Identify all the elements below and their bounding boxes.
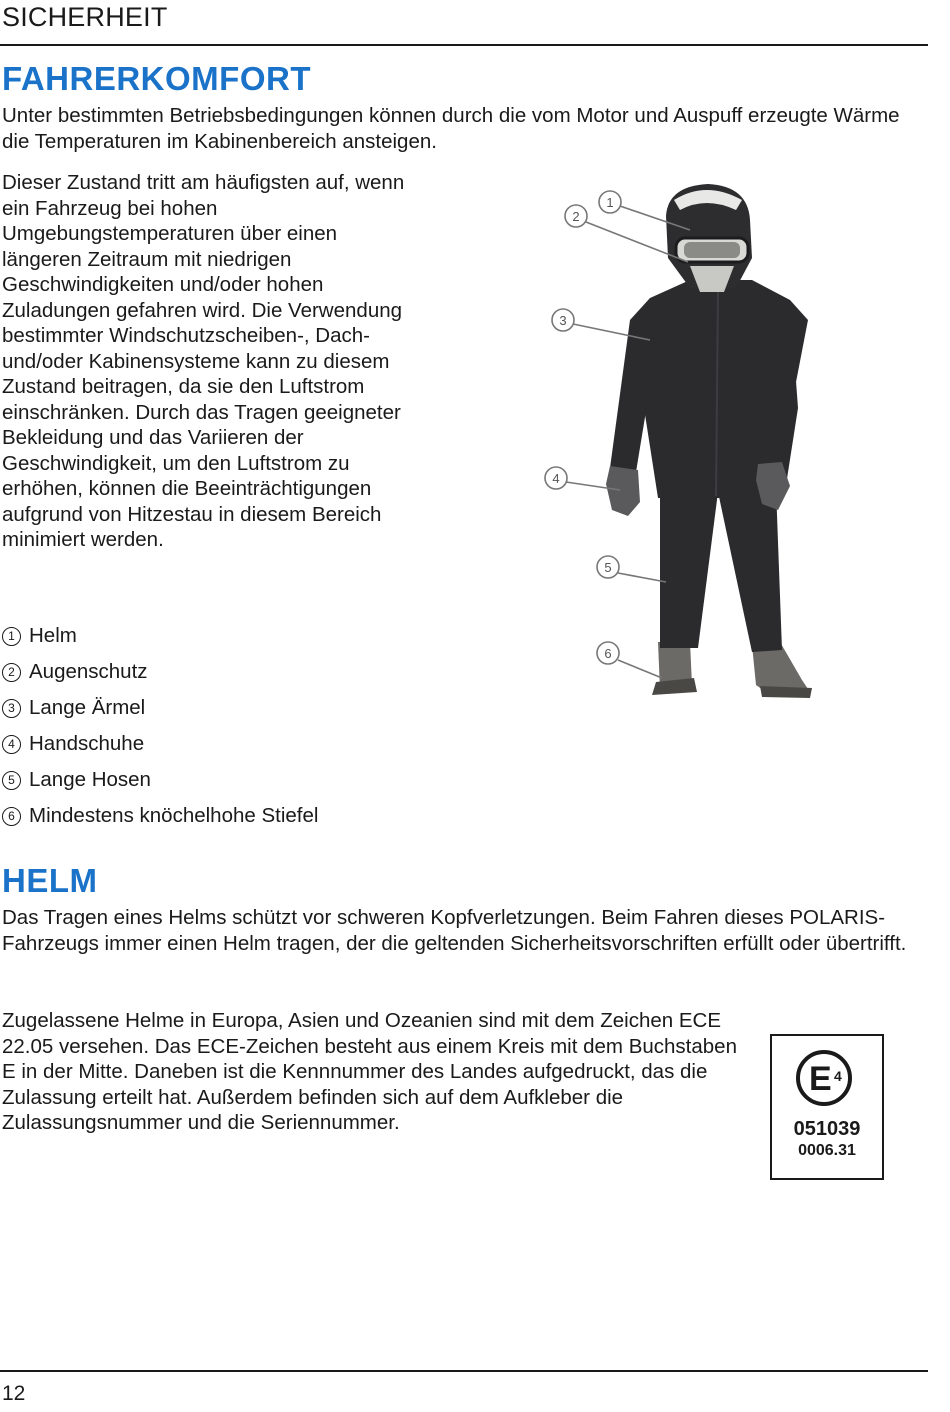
legend-item <box>2 762 318 798</box>
legend-item <box>2 798 318 834</box>
ece-approval-label <box>770 1034 884 1180</box>
section-header: SICHERHEIT <box>2 2 168 32</box>
legend-label: Handschuhe <box>29 732 145 755</box>
gear-legend-list <box>2 618 318 834</box>
comfort-intro-paragraph: Unter bestimmten Betriebsbedingungen können durch die vom Motor und Auspuff erzeugte Wärme die Temperaturen im Kabinenbereich ansteigen. <box>2 104 900 153</box>
callout-3-label: 3 <box>559 313 567 328</box>
legend-item <box>2 654 318 690</box>
callout-5-label: 5 <box>604 560 612 575</box>
header-rule <box>0 44 928 46</box>
rider-gear-illustration <box>540 180 840 720</box>
legend-label: Lange Hosen <box>29 768 151 791</box>
callout-number-icon: 3 <box>2 699 21 718</box>
callout-1-label: 1 <box>606 195 614 210</box>
callout-labels <box>552 195 613 661</box>
callout-6-label: 6 <box>604 646 612 661</box>
ece-circle-icon <box>796 1050 852 1106</box>
legend-label: Augenschutz <box>29 660 148 683</box>
legend-label: Mindestens knöchelhohe Stiefel <box>29 804 319 827</box>
comfort-body-paragraph: Dieser Zustand tritt am häufigsten auf, wenn ein Fahrzeug bei hohen Umgebungstemperaturen über einen längeren Zeitraum mit niedrigen Geschwindigkeiten und/oder hohen Zuladungen gefahren wird. Die Verwendung bestimmter Windschutzscheiben-, Dach- und/oder Kabinensysteme kann zu diesem Zustand beitragen, da sie den Luftstrom einschränken. Durch das Tragen geeigneter Bekleidung und das Variieren der Geschwindigkeit, um den Luftstrom zu erhöhen, können die Beeinträchtigungen aufgrund von Hitzestau in diesem Bereich minimiert werden. <box>2 171 405 551</box>
callout-4-label: 4 <box>552 471 560 486</box>
callout-number-icon: 4 <box>2 735 21 754</box>
footer-rule <box>0 1370 928 1372</box>
comfort-heading: FAHRERKOMFORT <box>2 60 311 97</box>
helmet-heading: HELM <box>2 862 98 899</box>
legend-item <box>2 618 318 654</box>
callout-number-icon: 2 <box>2 663 21 682</box>
helmet-paragraph-1: Das Tragen eines Helms schützt vor schweren Kopfverletzungen. Beim Fahren dieses POLARIS-Fahrzeugs immer einen Helm tragen, der die geltenden Sicherheitsvorschriften erfüllt oder übertrifft. <box>2 906 907 955</box>
callout-number-icon: 6 <box>2 807 21 826</box>
callout-number-icon: 5 <box>2 771 21 790</box>
ece-approval-number: 051039 <box>793 1118 861 1140</box>
legend-item <box>2 726 318 762</box>
legend-label: Helm <box>29 624 77 647</box>
rider-figure <box>606 184 812 698</box>
callout-2-label: 2 <box>572 209 580 224</box>
legend-item <box>2 690 318 726</box>
ece-serial-number: 0006.31 <box>798 1142 856 1159</box>
ece-letter: E <box>809 1060 832 1098</box>
ece-country-code: 4 <box>834 1068 842 1084</box>
callout-number-icon: 1 <box>2 627 21 646</box>
page-number: 12 <box>2 1382 26 1405</box>
legend-label: Lange Ärmel <box>29 696 146 719</box>
helmet-paragraph-2: Zugelassene Helme in Europa, Asien und Ozeanien sind mit dem Zeichen ECE 22.05 versehen. Das ECE-Zeichen besteht aus einem Kreis mit dem Buchstaben E in der Mitte. Daneben ist die Kennnummer des Landes aufgedruckt, das die Zulassung erteilt hat. Außerdem befinden sich auf dem Aufkleber die Zulassungsnummer und die Seriennummer. <box>2 1009 737 1134</box>
